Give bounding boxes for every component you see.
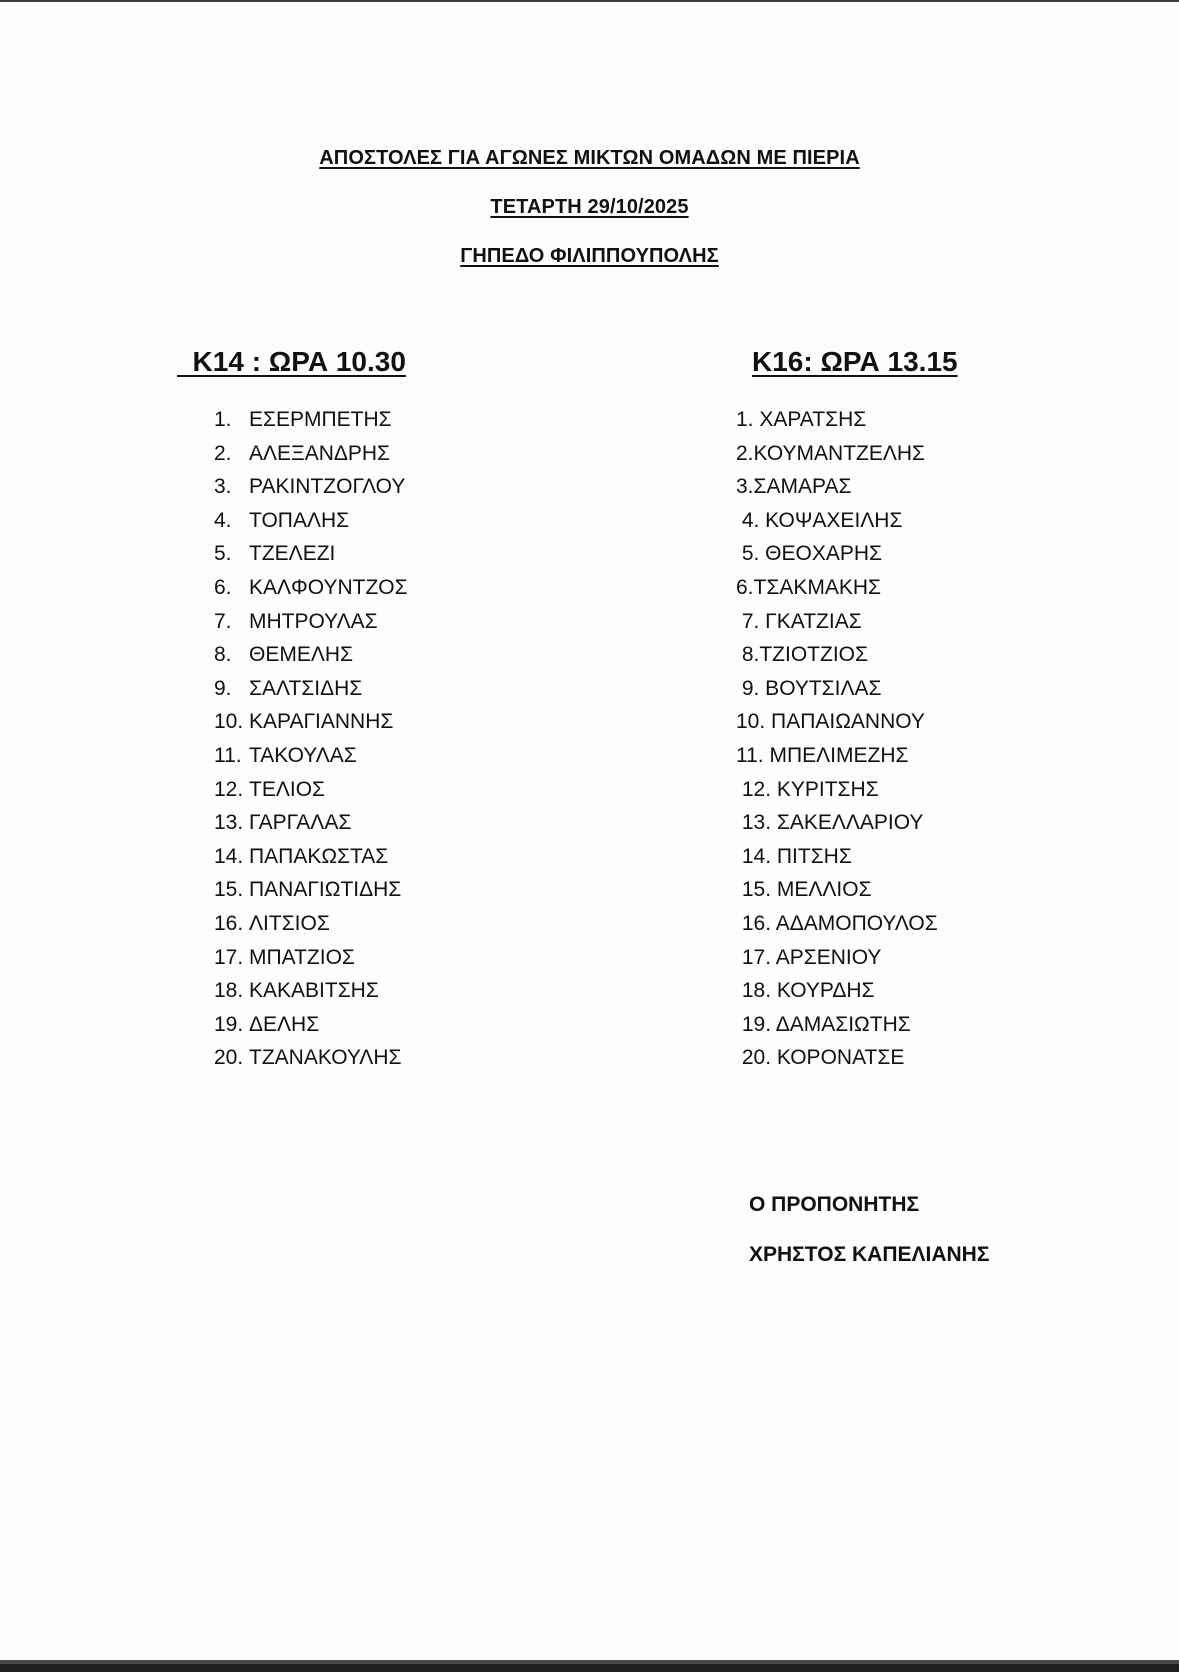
list-item <box>214 470 408 504</box>
list-item <box>214 806 408 840</box>
item-number: 1. <box>214 408 232 431</box>
item-number: 14. <box>214 844 244 868</box>
item-name: ΤΖΕΛΕΖΙ <box>249 542 336 566</box>
list-item <box>214 638 408 672</box>
item-name: ΤΟΠΑΛΗΣ <box>249 508 350 532</box>
item-number: 11. <box>214 743 242 767</box>
list-item <box>214 437 408 471</box>
document-date: ΤΕΤΑΡΤΗ 29/10/2025 <box>490 196 689 218</box>
item-number: 19. <box>214 1012 244 1036</box>
item-number: 17. <box>214 945 244 969</box>
item-number: 3. <box>214 475 232 499</box>
item-name: ΚΑΡΑΓΙΑΝΝΗΣ <box>249 710 394 734</box>
item-name: ΘΕΜΕΛΗΣ <box>249 643 354 667</box>
item-number: 10. <box>214 710 244 734</box>
list-item <box>214 974 408 1008</box>
list-item <box>214 705 408 739</box>
list-item: 6.ΤΣΑΚΜΑΚΗΣ <box>736 575 881 599</box>
item-name: ΤΕΛΙΟΣ <box>249 777 326 801</box>
list-item: 15. ΜΕΛΛΙΟΣ <box>736 878 872 902</box>
list-item: 4. ΚΟΨΑΧΕΙΛΗΣ <box>736 508 903 532</box>
list-item: 13. ΣΑΚΕΛΛΑΡΙΟΥ <box>736 811 924 835</box>
list-item <box>214 773 408 807</box>
k14-heading: Κ14 : ΩΡΑ 10.30 <box>177 346 406 377</box>
item-number: 2. <box>214 441 232 465</box>
item-number: 18. <box>214 979 244 1003</box>
list-item <box>214 1008 408 1042</box>
item-number: 12. <box>214 777 244 801</box>
list-item <box>214 403 408 437</box>
list-item: 12. ΚΥΡΙΤΣΗΣ <box>736 777 879 801</box>
coach-role: Ο ΠΡΟΠΟΝΗΤΗΣ <box>749 1193 920 1216</box>
item-name: ΚΑΛΦΟΥΝΤΖΟΣ <box>249 575 408 599</box>
item-name: ΜΗΤΡΟΥΛΑΣ <box>249 609 378 633</box>
item-number: 16. <box>214 911 244 935</box>
document-title: ΑΠΟΣΤΟΛΕΣ ΓΙΑ ΑΓΩΝΕΣ ΜΙΚΤΩΝ ΟΜΑΔΩΝ ΜΕ ΠΙΕΡΙΑ <box>319 147 860 169</box>
list-item: 17. ΑΡΣΕΝΙΟΥ <box>736 945 882 969</box>
item-number: 7. <box>214 609 232 633</box>
item-name: ΑΛΕΞΑΝΔΡΗΣ <box>249 441 391 465</box>
list-item <box>214 873 408 907</box>
list-item: 5. ΘΕΟΧΑΡΗΣ <box>736 542 883 566</box>
item-number: 6. <box>214 575 232 599</box>
item-name: ΠΑΝΑΓΙΩΤΙΔΗΣ <box>249 878 402 902</box>
k16-player-list <box>736 403 938 1075</box>
list-item: 16. ΑΔΑΜΟΠΟΥΛΟΣ <box>736 911 938 935</box>
k16-heading: Κ16: ΩΡΑ 13.15 <box>752 346 958 377</box>
list-item: 11. ΜΠΕΛΙΜΕΖΗΣ <box>736 743 909 767</box>
document-page <box>0 2 1179 1660</box>
item-number: 13. <box>214 811 244 835</box>
list-item <box>214 504 408 538</box>
item-name: ΡΑΚΙΝΤΖΟΓΛΟΥ <box>249 475 406 499</box>
bottom-bar <box>0 1664 1179 1672</box>
list-item: 18. ΚΟΥΡΔΗΣ <box>736 979 875 1003</box>
list-item: 8.ΤΖΙΟΤΖΙΟΣ <box>736 643 868 667</box>
item-name: ΔΕΛΗΣ <box>249 1012 320 1036</box>
list-item <box>214 672 408 706</box>
list-item <box>214 571 408 605</box>
list-item: 14. ΠΙΤΣΗΣ <box>736 844 852 868</box>
item-name: ΤΖΑΝΑΚΟΥΛΗΣ <box>249 1046 402 1070</box>
item-name: ΣΑΛΤΣΙΔΗΣ <box>249 676 363 700</box>
list-item <box>214 941 408 975</box>
list-item <box>214 907 408 941</box>
k14-player-list <box>214 403 408 1075</box>
item-name: ΕΣΕΡΜΠΕΤΗΣ <box>249 408 392 431</box>
list-item: 3.ΣΑΜΑΡΑΣ <box>736 475 852 499</box>
item-number: 15. <box>214 878 244 902</box>
item-number: 8. <box>214 643 232 667</box>
item-number: 4. <box>214 508 232 532</box>
item-name: ΛΙΤΣΙΟΣ <box>249 911 330 935</box>
item-name: ΜΠΑΤΖΙΟΣ <box>249 945 355 969</box>
list-item: 9. ΒΟΥΤΣΙΛΑΣ <box>736 676 882 700</box>
list-item: 1. ΧΑΡΑΤΣΗΣ <box>736 408 867 431</box>
list-item: 20. ΚΟΡΟΝΑΤΣΕ <box>736 1046 905 1070</box>
item-name: ΓΑΡΓΑΛΑΣ <box>249 811 352 835</box>
coach-name: ΧΡΗΣΤΟΣ ΚΑΠΕΛΙΑΝΗΣ <box>749 1243 990 1266</box>
list-item <box>214 537 408 571</box>
item-name: ΚΑΚΑΒΙΤΣΗΣ <box>249 979 379 1003</box>
list-item <box>214 1041 408 1075</box>
document-venue: ΓΗΠΕΔΟ ΦΙΛΙΠΠΟΥΠΟΛΗΣ <box>460 245 719 267</box>
item-number: 20. <box>214 1046 244 1070</box>
item-number: 9. <box>214 676 232 700</box>
list-item: 10. ΠΑΠΑΙΩΑΝΝΟΥ <box>736 710 925 734</box>
list-item <box>214 840 408 874</box>
item-name: ΠΑΠΑΚΩΣΤΑΣ <box>249 844 389 868</box>
list-item <box>214 605 408 639</box>
list-item: 7. ΓΚΑΤΖΙΑΣ <box>736 609 862 633</box>
list-item: 2.ΚΟΥΜΑΝΤΖΕΛΗΣ <box>736 441 926 465</box>
list-item <box>214 739 408 773</box>
item-number: 5. <box>214 542 232 566</box>
list-item: 19. ΔΑΜΑΣΙΩΤΗΣ <box>736 1012 911 1036</box>
item-name: ΤΑΚΟΥΛΑΣ <box>249 743 357 767</box>
